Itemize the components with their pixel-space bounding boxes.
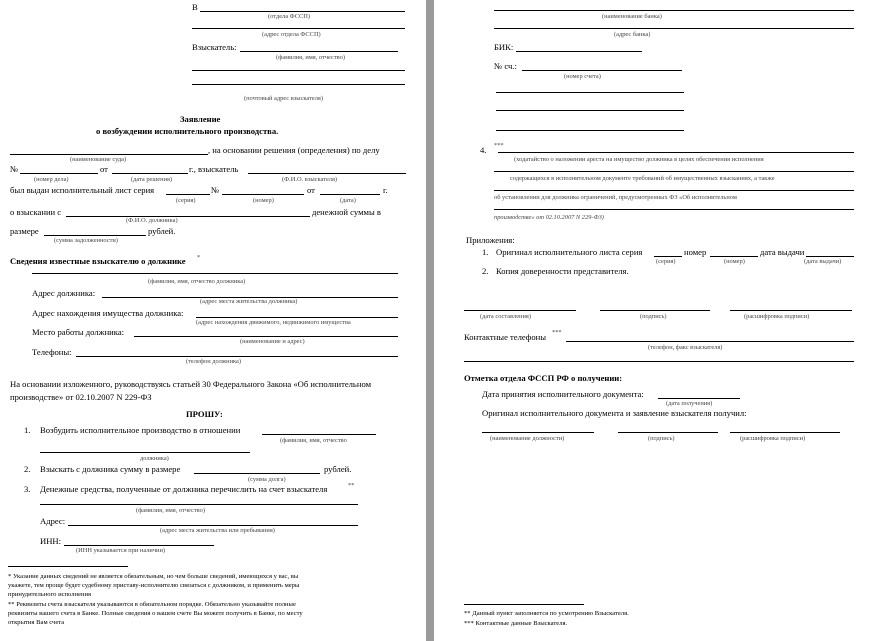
field-line <box>494 28 854 29</box>
label: ИНН: <box>40 536 62 546</box>
item-text: Оригинал исполнительного листа серия <box>496 247 643 257</box>
signature-line <box>482 432 594 433</box>
sub: (адрес банка) <box>614 31 651 38</box>
sub: (наименование и адрес) <box>240 338 305 345</box>
field-line <box>522 70 682 71</box>
field-line <box>654 256 682 257</box>
sub: (фамилия, имя, отчество <box>280 437 347 444</box>
footnote-mark: * <box>197 254 201 261</box>
text: от <box>100 164 108 174</box>
sub: (дата) <box>340 197 356 204</box>
label: Адрес: <box>40 516 66 526</box>
sub: (номер счета) <box>564 73 601 80</box>
footnote: ** Данный пункт заполняется по усмотрению Взыскателя. <box>464 610 629 617</box>
label: Дата принятия исполнительного документа: <box>482 389 644 399</box>
sub: (фамилия, имя, отчество должника) <box>148 278 246 285</box>
footnote-separator <box>8 566 128 567</box>
field-line <box>498 152 854 153</box>
field-line <box>320 194 380 195</box>
header-sub: (адрес отдела ФССП) <box>262 31 321 38</box>
right-page <box>434 0 870 641</box>
sub: (адрес нахождения движимого, недвижимого имущества <box>196 319 351 326</box>
field-line <box>262 434 376 435</box>
field-line <box>20 173 98 174</box>
item-num: 2. <box>482 266 489 276</box>
left-page <box>0 0 426 641</box>
doc-title: Заявление <box>180 114 221 124</box>
sub: (Ф.И.О. взыскателя) <box>282 176 338 183</box>
claimant-sub: (фамилия, имя, отчество) <box>276 54 345 61</box>
sub: (Ф.И.О. должника) <box>126 217 178 224</box>
signature-line <box>464 310 576 311</box>
field-line <box>68 525 358 526</box>
sub: (дата решения) <box>131 176 173 183</box>
text: был выдан исполнительный лист серия <box>10 185 155 195</box>
field-line <box>66 216 310 217</box>
label: Телефоны: <box>32 347 72 357</box>
sub: (номер дела) <box>34 176 69 183</box>
field-line <box>76 356 398 357</box>
field-line <box>240 51 398 52</box>
footnote: принудительного исполнения <box>8 591 92 598</box>
sub: (подпись) <box>640 313 667 320</box>
field-line <box>192 70 405 71</box>
footnote: * Указание данных сведений не является обязательным, но чем больше сведений, имеющихся у вас, вы <box>8 573 299 580</box>
request-heading: ПРОШУ: <box>186 409 223 419</box>
text: На основании изложенного, руководствуясь статьей 30 Федерального Закона «Об исполнительном <box>10 379 372 389</box>
sub: (адрес места жительства или пребывания) <box>160 527 275 534</box>
field-line <box>40 504 358 505</box>
signature-line <box>730 310 852 311</box>
label: Оригинал исполнительного документа и заявление взыскателя получил: <box>482 408 747 418</box>
field-line <box>196 317 398 318</box>
attachments-heading: Приложения: <box>466 235 515 245</box>
footnote: реквизиты вашего счета в Банке. Полные сведения о вашем счете Вы можете получить в Банке, по месту <box>8 610 303 617</box>
text: рублей. <box>324 464 352 474</box>
field-line <box>496 110 684 111</box>
text: № <box>10 164 19 174</box>
field-line <box>134 336 398 337</box>
footnote: открытия Вам счета <box>8 619 65 626</box>
item-text: Возбудить исполнительное производство в отношении <box>40 425 241 435</box>
sub: (телефон должника) <box>186 358 241 365</box>
claimant-addr-sub: (почтовый адрес взыскателя) <box>244 95 323 102</box>
field-line <box>32 273 398 274</box>
item-num: 1. <box>24 425 31 435</box>
sub: (фамилия, имя, отчество) <box>136 507 205 514</box>
text: г. <box>383 185 388 195</box>
text: денежной суммы в <box>312 207 381 217</box>
field-line <box>710 256 758 257</box>
sub: (сумма задолженности) <box>54 237 118 244</box>
label: Место работы должника: <box>32 327 125 337</box>
text: рублей. <box>148 226 176 236</box>
footnote-separator <box>464 604 584 605</box>
sub: (дата получения) <box>666 400 713 407</box>
field-line <box>194 473 320 474</box>
footnote: ** Реквизиты счета взыскателя указываются в обязательном порядке. Обязательно указывайте полные <box>8 601 296 608</box>
footnote-mark: ** <box>348 482 355 489</box>
footnote-mark: *** <box>494 142 504 149</box>
item-text: Взыскать с должника сумму в размере <box>40 464 181 474</box>
signature-line <box>730 432 840 433</box>
text: номер <box>684 247 707 257</box>
item-num: 3. <box>24 484 31 494</box>
text: размере <box>10 226 39 236</box>
field-line <box>566 341 854 342</box>
footnote-mark: *** <box>552 329 562 336</box>
sub: (ИНН указывается при наличии) <box>76 547 166 554</box>
text: от <box>307 185 315 195</box>
sub: (номер) <box>253 197 274 204</box>
signature-line <box>618 432 718 433</box>
item-text: Денежные средства, полученные от должника перечислить на счет взыскателя <box>40 484 328 494</box>
header-v: В <box>192 2 198 12</box>
field-line <box>192 28 405 29</box>
label: БИК: <box>494 42 514 52</box>
label: № сч.: <box>494 61 517 71</box>
item-text: Копия доверенности представителя. <box>496 266 629 276</box>
field-line <box>44 235 146 236</box>
sub: (ходатайство о наложении ареста на имущество должника в целях обеспечения исполнения <box>514 156 764 163</box>
text: производстве» от 02.10.2007 N 229-ФЗ <box>10 392 152 402</box>
sub: (сумма долга) <box>248 476 286 483</box>
sub: (дата выдачи) <box>804 258 842 265</box>
sub: (адрес места жительства должника) <box>200 298 298 305</box>
signature-line <box>600 310 710 311</box>
field-line <box>40 452 250 453</box>
sub: (наименование должности) <box>490 435 565 442</box>
field-line <box>166 194 210 195</box>
field-line <box>494 209 854 210</box>
sub: об установлении для должника ограничений, предусмотренных ФЗ «Об исполнительном <box>494 194 737 201</box>
field-line <box>496 92 684 93</box>
field-line <box>496 130 684 131</box>
sub: (дата составления) <box>480 313 531 320</box>
sub: должника) <box>140 455 169 462</box>
field-line <box>464 361 854 362</box>
sub: (наименование банка) <box>602 13 662 20</box>
item-num: 2. <box>24 464 31 474</box>
field-line <box>494 171 854 172</box>
text: г., взыскатель <box>189 164 239 174</box>
header-sub: (отдела ФССП) <box>268 13 310 20</box>
sub: (серия) <box>176 197 196 204</box>
field-line <box>658 398 740 399</box>
item-num: 1. <box>482 247 489 257</box>
field-line <box>248 173 406 174</box>
text: дата выдачи <box>760 247 805 257</box>
contacts-label: Контактные телефоны <box>464 332 547 342</box>
field-line <box>200 11 405 12</box>
field-line <box>494 10 854 11</box>
sub: (телефон, факс взыскателя) <box>648 344 723 351</box>
label: Адрес нахождения имущества должника: <box>32 308 184 318</box>
footnote: укажете, тем проще будет судебному приставу-исполнителю связаться с должником, и применить меры <box>8 582 300 589</box>
field-line <box>192 84 405 85</box>
claimant-label: Взыскатель: <box>192 42 237 52</box>
text: , на основании решения (определения) по делу <box>208 145 380 155</box>
sub: (расшифровка подписи) <box>744 313 810 320</box>
field-line <box>806 256 854 257</box>
field-line <box>112 173 188 174</box>
sub: содержащихся в исполнительном документе требований об имущественных взысканиях, а также <box>510 175 775 182</box>
sub: (номер) <box>724 258 745 265</box>
field-line <box>222 194 304 195</box>
footnote: *** Контактные данные Взыскателя. <box>464 620 568 627</box>
debtor-heading: Сведения известные взыскателю о должнике <box>10 256 186 266</box>
sub: (подпись) <box>648 435 675 442</box>
sub: (наименование суда) <box>70 156 127 163</box>
sub: (расшифровка подписи) <box>740 435 806 442</box>
text: о взыскании с <box>10 207 62 217</box>
field-line <box>64 545 214 546</box>
text: № <box>211 185 220 195</box>
field-line <box>10 154 208 155</box>
sub: (серия) <box>656 258 676 265</box>
field-line <box>516 51 642 52</box>
field-line <box>494 190 854 191</box>
doc-subtitle: о возбуждении исполнительного производства. <box>96 126 279 136</box>
mark-heading: Отметка отдела ФССП РФ о получении: <box>464 373 623 383</box>
sub: производстве» от 02.10.2007 N 229-ФЗ) <box>494 214 604 221</box>
label: Адрес должника: <box>32 288 96 298</box>
item-num: 4. <box>480 145 487 155</box>
